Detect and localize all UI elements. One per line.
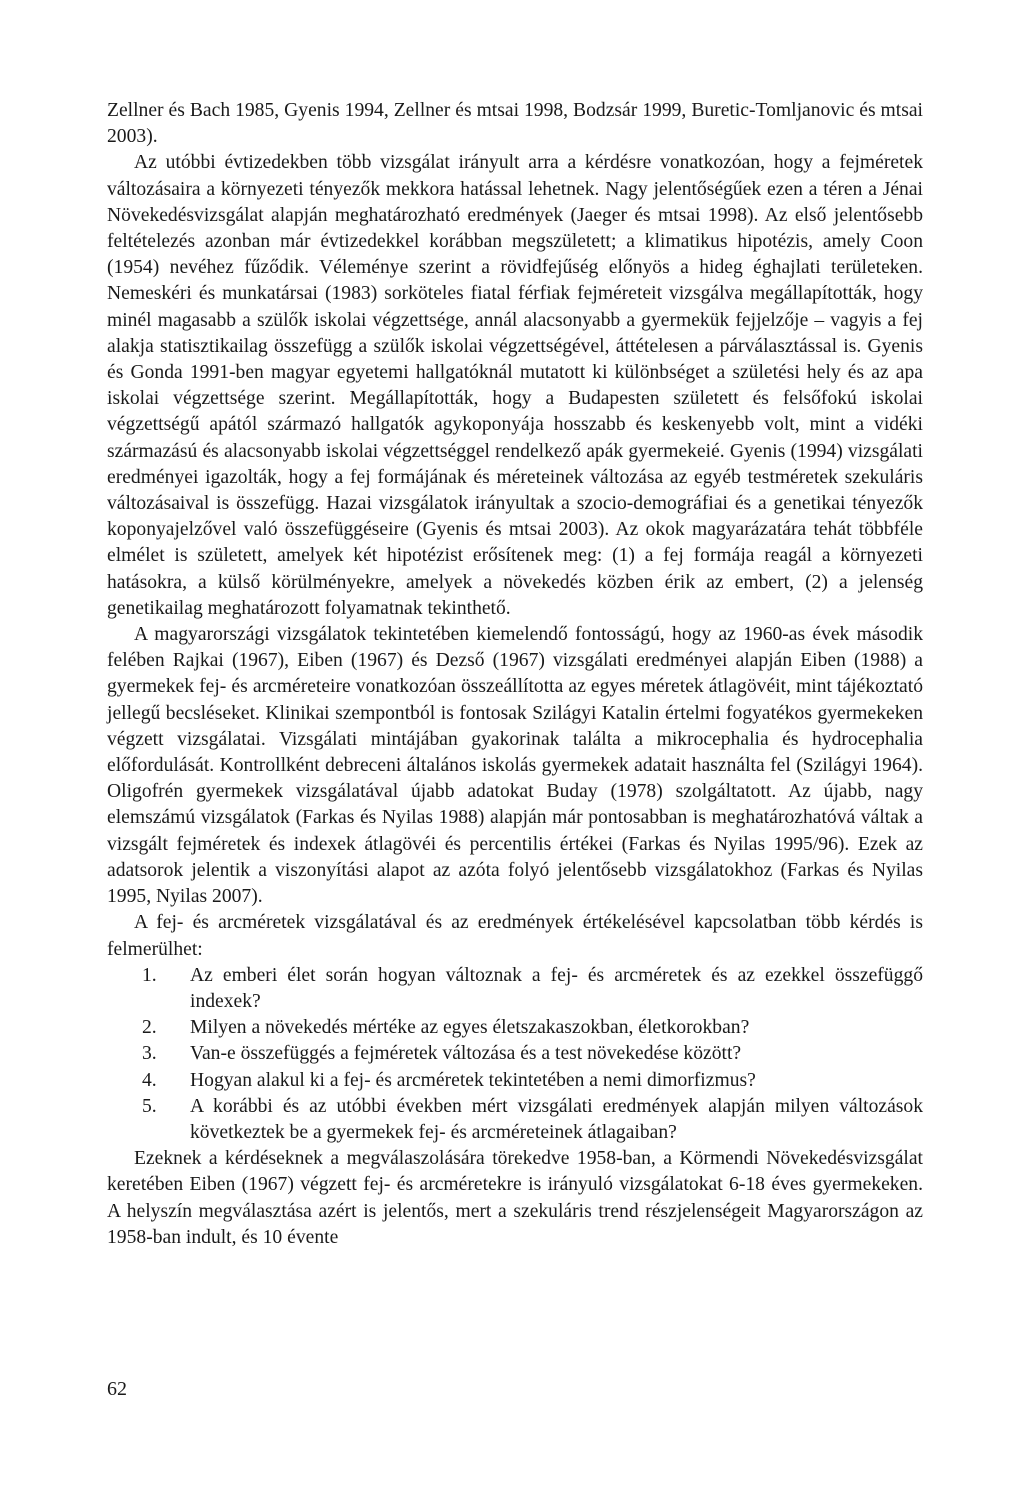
list-item-number: 5. bbox=[142, 1095, 157, 1117]
paragraph-closing: Ezeknek a kérdéseknek a megválaszolására törekedve 1958-ban, a Körmendi Növekedésvizsgálat keretében Eiben (1967) végzett fej- és arcméretekre is irányuló vizsgálatokat 6-18 éves gyermekeken. A helyszín megválasztása azért is jelentős, mert a szekuláris trend részjelenségeit Magyarországon az 1958-ban indult, és 10 évente bbox=[107, 1148, 923, 1248]
list-item-text: Az emberi élet során hogyan változnak a fej- és arcméretek és az ezekkel összefüggő indexek? bbox=[190, 964, 923, 1012]
list-item-text: Hogyan alakul ki a fej- és arcméretek tekintetében a nemi dimorfizmus? bbox=[190, 1069, 756, 1091]
paragraph-hungarian-studies: A magyarországi vizsgálatok tekintetében kiemelendő fontosságú, hogy az 1960-as évek második felében Rajkai (1967), Eiben (1967) és Dezső (1967) vizsgálati eredményei alapján Eiben (1988) a gyermekek fej- és arcméreteire vonatkozóan összeállította az egyes méretek átlagövéit, mint tájékoztató jellegű becsléseket. Klinikai szempontból is fontosak Szilágyi Katalin értelmi fogyatékos gyermekeken végzett vizsgálatai. Vizsgálati mintájában gyakorinak találta a mikrocephalia és hydrocephalia előfordulását. Kontrollként debreceni általános iskolás gyermekek adatait használta fel (Szilágyi 1964). Oligofrén gyermekek vizsgálatával újabb adatokat Buday (1978) szolgáltatott. Az újabb, nagy elemszámú vizsgálatok (Farkas és Nyilas 1988) alapján már pontosabban is meghatározhatóvá váltak a vizsgált fejméretek és indexek átlagövéi és percentilis értékei (Farkas és Nyilas 1995/96). Ezek az adatsorok jelentik a viszonyítási alapot az azóta folyó jelentősebb vizsgálatokhoz (Farkas és Nyilas 1995, Nyilas 2007). bbox=[107, 624, 923, 908]
questions-list bbox=[107, 963, 923, 1146]
paragraph-hypotheses: Az utóbbi évtizedekben több vizsgálat irányult arra a kérdésre vonatkozóan, hogy a fejméretek változásaira a környezeti tényezők mekkora hatással lehetnek. Nagy jelentőségűek ezen a téren a Jénai Növekedésvizsgálat alapján meghatározható eredmények (Jaeger és mtsai 1998). Az első jelentősebb feltételezés azonban már évtizedekkel korábban megszületett; a klimatikus hipotézis, amely Coon (1954) nevéhez fűződik. Véleménye szerint a rövidfejűség előnyös a hideg éghajlati területeken. Nemeskéri és munkatársai (1983) sorköteles fiatal férfiak fejméreteit vizsgálva megállapították, hogy minél magasabb a szülők iskolai végzettsége, annál alacsonyabb a gyermekük fejjelzője – vagyis a fej alakja statisztikailag összefügg a szülők iskolai végzettségével, áttételesen a párválasztással is. Gyenis és Gonda 1991-ben magyar egyetemi hallgatóknál mutatott ki különbséget a születési hely és az apa iskolai végzettsége szerint. Megállapították, hogy a Budapesten született és felsőfokú iskolai végzettségű apától származó hallgatók agykoponyája hosszabb és keskenyebb volt, mint a vidéki származású és alacsonyabb iskolai végzettséggel rendelkező apák gyermekeié. Gyenis (1994) vizsgálati eredményei igazolták, hogy a fej formájának és méreteinek változása az egyéb testméretek szekuláris változásaival is összefügg. Hazai vizsgálatok irányultak a szocio-demográfiai és a genetikai tényezők koponyajelzővel való összefüggéseire (Gyenis és mtsai 2003). Az okok magyarázatára tehát többféle elmélet is született, amelyek két hipotézist erősítenek meg: (1) a fej formája reagál a környezeti hatásokra, a külső körülményekre, amelyek a növekedés közben érik az embert, (2) a jelenség genetikailag meghatározott folyamatnak tekinthető. bbox=[107, 152, 923, 619]
list-item-number: 1. bbox=[142, 964, 157, 986]
list-item bbox=[107, 1094, 923, 1146]
list-item-text: Milyen a növekedés mértéke az egyes életszakaszokban, életkorokban? bbox=[190, 1017, 750, 1039]
document-page bbox=[107, 98, 923, 1251]
list-item-text: Van-e összefüggés a fejméretek változása és a test növekedése között? bbox=[190, 1043, 742, 1065]
list-item bbox=[107, 963, 923, 1015]
paragraph-questions-intro: A fej- és arcméretek vizsgálatával és az eredmények értékelésével kapcsolatban több kérdés is felmerülhet: bbox=[107, 912, 923, 960]
list-item-number: 4. bbox=[142, 1069, 157, 1091]
list-item-text: A korábbi és az utóbbi években mért vizsgálati eredmények alapján milyen változások következtek be a gyermekek fej- és arcméreteinek átlagaiban? bbox=[190, 1095, 923, 1143]
list-item bbox=[107, 1068, 923, 1094]
list-item bbox=[107, 1015, 923, 1041]
list-item-number: 3. bbox=[142, 1043, 157, 1065]
paragraph-references: Zellner és Bach 1985, Gyenis 1994, Zellner és mtsai 1998, Bodzsár 1999, Buretic-Tomljanovic és mtsai 2003). bbox=[107, 100, 923, 148]
list-item-number: 2. bbox=[142, 1017, 157, 1039]
page-number: 62 bbox=[107, 1378, 127, 1400]
list-item bbox=[107, 1041, 923, 1067]
